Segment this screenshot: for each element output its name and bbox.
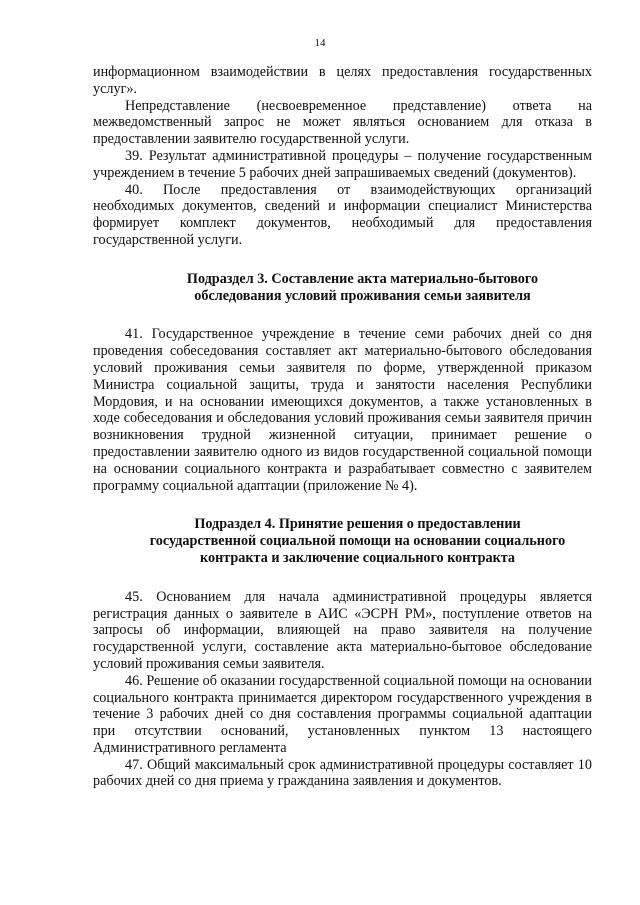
subsection-3-heading-line2: обследования условий проживания семьи заявителя [194,287,531,304]
document-body [93,64,592,790]
paragraph-46: 46. Решение об оказании государственной социальной помощи на основании социального контракта принимается директором государственного учреждения в течение 3 рабочих дней со дня составления программы социальной адаптации при отсутствии оснований, установленных пунктом 13 настоящего Административного регламента [93,672,592,756]
subsection-3-heading-line1: Подраздел 3. Составление акта материально-бытового [186,270,539,287]
paragraph-47: 47. Общий максимальный срок административной процедуры составляет 10 рабочих дней со дня приема у гражданина заявления и документов. [93,756,592,790]
subsection-4-heading-line2: государственной социальной помощи на основании социального [149,533,566,550]
paragraph-non-submission: Непредставление (несвоевременное представление) ответа на межведомственный запрос не может являться основанием для отказа в предоставлении заявителю государственной услуги. [93,97,592,148]
subsection-4-heading-line3: контракта и заключение социального контракта [200,549,515,566]
paragraph-39: 39. Результат административной процедуры – получение государственным учреждением в течение 5 рабочих дней запрашиваемых сведений (документов). [93,147,592,181]
paragraph-45: 45. Основанием для начала административной процедуры является регистрация данных о заявителе в АИС «ЭСРН РМ», поступление ответов на запросы об информации, влияющей на право заявителя на получение государственной услуги, составление акта материально-бытовое обследование условий проживания семьи заявителя. [93,588,592,672]
paragraph-continuation: информационном взаимодействии в целях предоставления государственных услуг». [93,64,592,97]
page-number: 14 [314,37,326,49]
subsection-4-heading-line1: Подраздел 4. Принятие решения о предоставлении [194,516,521,533]
paragraph-41: 41. Государственное учреждение в течение семи рабочих дней со дня проведения собеседования составляет акт материально-бытового обследования условий проживания семьи заявителя по форме, утвержденной приказом Министра социальной защиты, труда и занятости населения Республики Мордовия, и на основании имеющихся документов, а также установленных в ходе собеседования и обследования условий проживания семьи заявителя причин возникновения трудной жизненной ситуации, принимает решение о предоставлении заявителю одного из видов государственной социальной помощи на основании социального контракта и разрабатывает совместно с заявителем программу социальной адаптации (приложение № 4). [93,326,592,494]
subsection-3-heading [93,271,592,305]
paragraph-40: 40. После предоставления от взаимодействующих организаций необходимых документов, сведений и информации специалист Министерства формирует комплект документов, необходимый для предоставления государственной услуги. [93,181,592,248]
subsection-4-heading [93,516,592,566]
